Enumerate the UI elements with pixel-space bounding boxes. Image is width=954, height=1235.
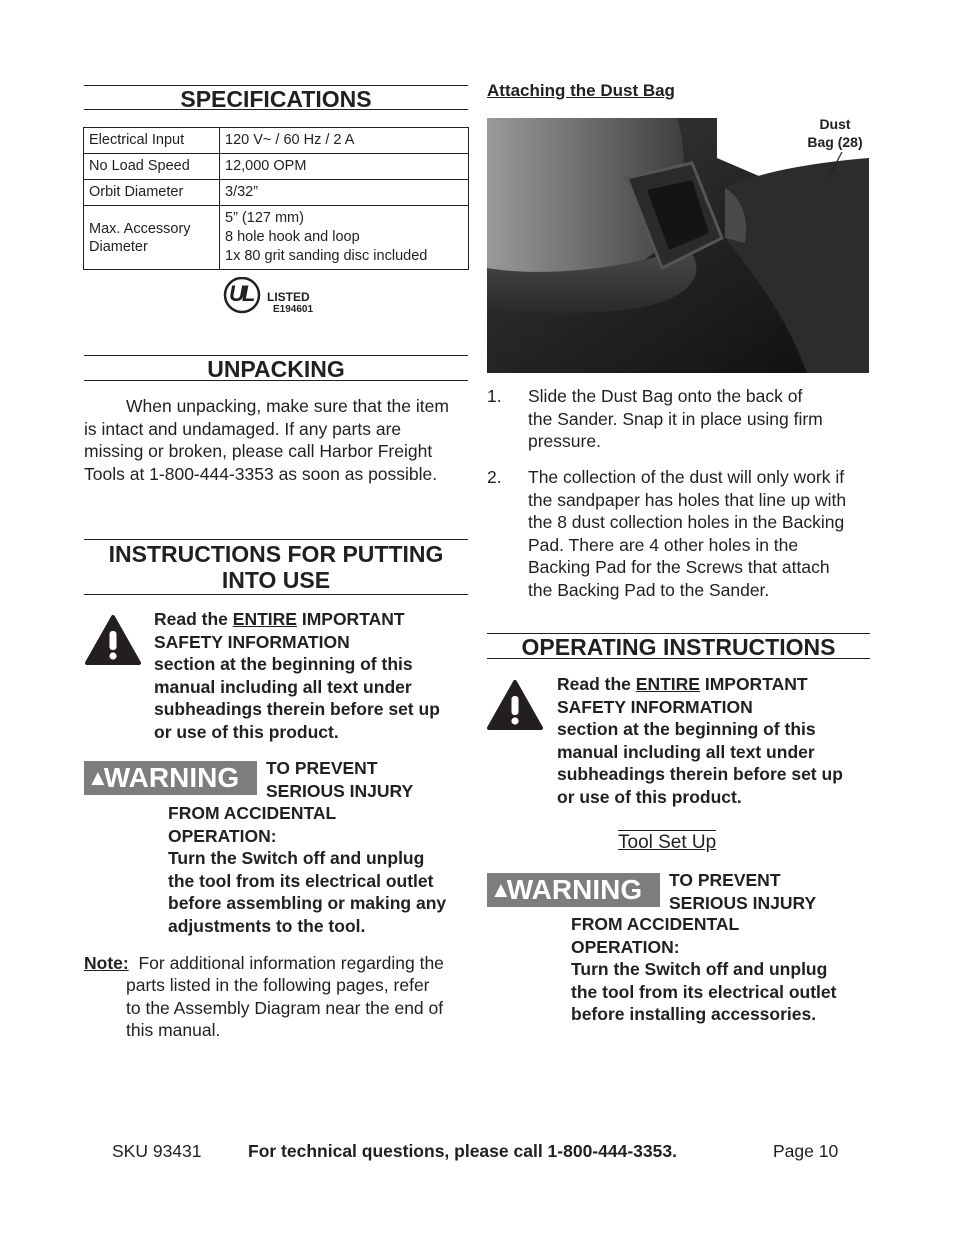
footer-contact: For technical questions, please call 1-800-444-3353. xyxy=(248,1141,677,1161)
unpacking-heading: UNPACKING xyxy=(84,355,468,381)
specifications-table xyxy=(83,127,469,270)
ul-listed-text: LISTED xyxy=(267,290,310,304)
safety-alert-icon xyxy=(486,679,544,731)
table-row xyxy=(84,206,469,270)
spec-value: 12,000 OPM xyxy=(220,154,469,180)
note: Note: For additional information regarding the xyxy=(84,953,444,973)
warning-badge: ▲WARNING xyxy=(487,873,660,907)
right-warning-text: FROM ACCIDENTAL OPERATION: Turn the Switch off and unplug the tool from its electrical outlet before installing accessories. xyxy=(571,914,837,1024)
spec-label: Orbit Diameter xyxy=(84,180,220,206)
left-warning-head: TO PREVENT SERIOUS INJURY xyxy=(266,758,414,801)
table-row xyxy=(84,154,469,180)
footer-sku: SKU 93431 xyxy=(112,1141,202,1161)
spec-value: 5” (127 mm) 8 hole hook and loop 1x 80 grit sanding disc included xyxy=(220,206,469,270)
operating-heading: OPERATING INSTRUCTIONS xyxy=(487,633,870,659)
left-safety-notice: Read the ENTIRE IMPORTANT SAFETY INFORMATION section at the beginning of this manual including all text under subheadings therein before set up or use of this product. xyxy=(154,609,440,742)
table-row xyxy=(84,180,469,206)
specifications-heading: SPECIFICATIONS xyxy=(84,85,468,110)
step-text: Slide the Dust Bag onto the back of the Sander. Snap it in place using firm pressure. xyxy=(528,386,823,451)
spec-label: No Load Speed xyxy=(84,154,220,180)
ul-listed-mark xyxy=(222,277,332,317)
right-warning-head: TO PREVENT SERIOUS INJURY xyxy=(669,870,817,913)
warning-triangle-icon: ▲ xyxy=(490,877,512,902)
dust-bag-heading: Attaching the Dust Bag xyxy=(487,81,675,100)
safety-alert-icon xyxy=(84,614,142,666)
spec-label: Max. Accessory Diameter xyxy=(84,206,220,270)
footer-page-number: Page 10 xyxy=(773,1141,839,1161)
ul-number: E194601 xyxy=(273,304,314,315)
spec-value: 120 V~ / 60 Hz / 2 A xyxy=(220,128,469,154)
left-warning-text: FROM ACCIDENTAL OPERATION: Turn the Switch off and unplug the tool from its electrical outlet before assembling or making any adjustments to the tool. xyxy=(168,803,447,936)
step-number: 2. xyxy=(487,467,502,487)
sander-dust-bag-illustration xyxy=(487,118,869,373)
table-row xyxy=(84,128,469,154)
ul-letters: UL xyxy=(229,281,253,306)
spec-value: 3/32” xyxy=(220,180,469,206)
note-continuation: parts listed in the following pages, refer to the Assembly Diagram near the end of this manual. xyxy=(126,975,444,1040)
tool-setup-heading: Tool Set Up xyxy=(618,832,717,853)
spec-label: Electrical Input xyxy=(84,128,220,154)
step-number: 1. xyxy=(487,386,502,406)
dust-bag-callout: Dust Bag (28) xyxy=(807,116,863,150)
right-safety-notice: Read the ENTIRE IMPORTANT SAFETY INFORMATION section at the beginning of this manual including all text under subheadings therein before set up or use of this product. xyxy=(557,674,843,807)
dust-bag-photo xyxy=(487,118,869,373)
unpacking-text: When unpacking, make sure that the item is intact and undamaged. If any parts are missing or broken, please call Harbor Freight Tools at 1-800-444-3353 as soon as possible. xyxy=(84,396,449,484)
callout-leader-line xyxy=(820,150,850,180)
note-label: Note: xyxy=(84,953,129,973)
warning-badge: ▲WARNING xyxy=(84,761,257,795)
instructions-heading: INSTRUCTIONS FOR PUTTING INTO USE xyxy=(84,539,468,595)
warning-triangle-icon: ▲ xyxy=(87,765,109,790)
step-text: The collection of the dust will only work if the sandpaper has holes that line up with the 8 dust collection holes in the Backing Pad. There are 4 other holes in the Backing Pad for the Screws that attach the Backing Pad to the Sander. xyxy=(528,467,847,600)
